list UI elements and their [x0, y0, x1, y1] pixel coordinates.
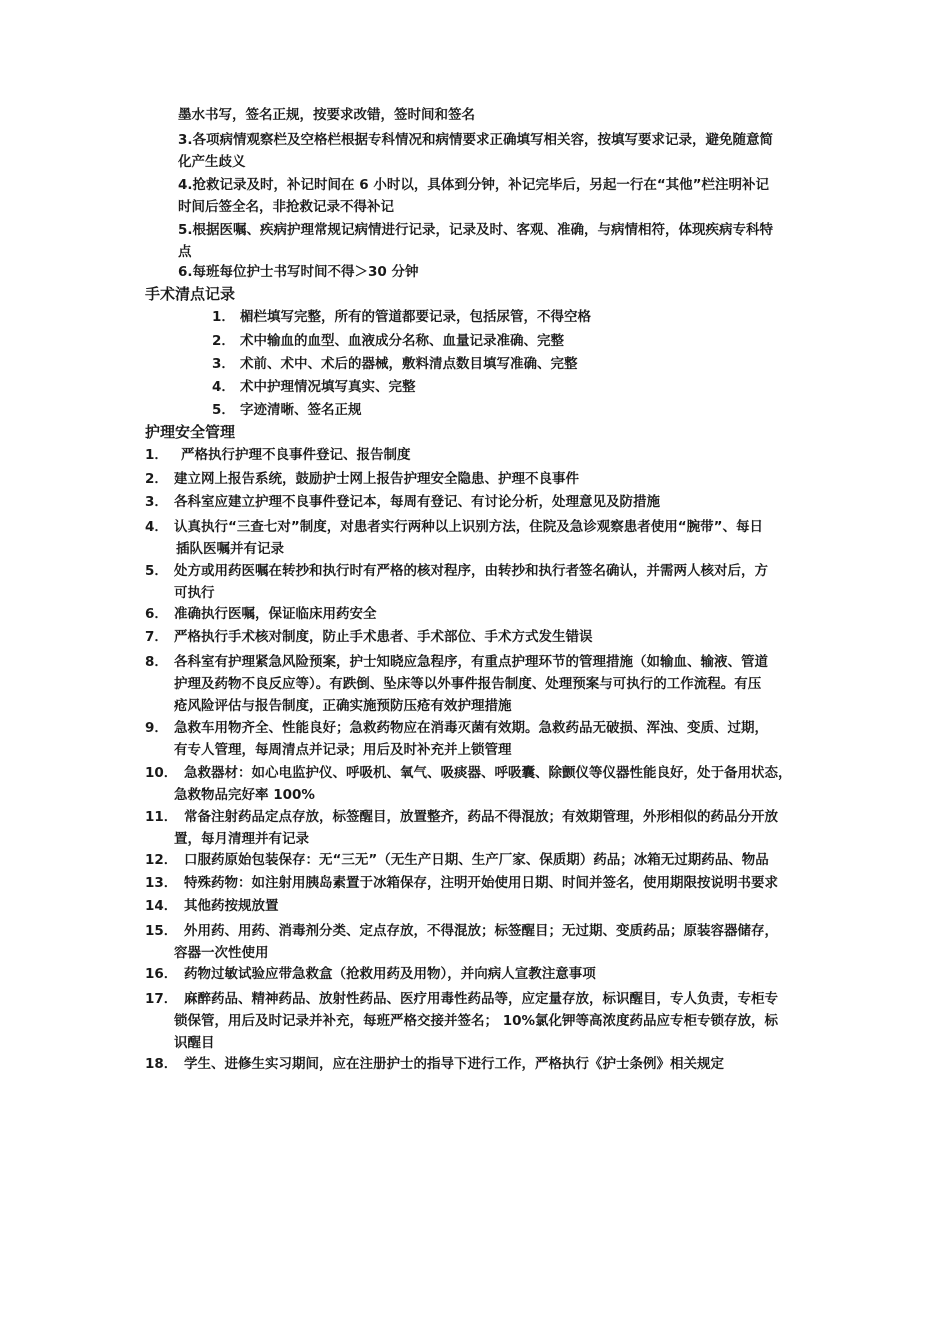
list-number: 18．: [145, 1056, 178, 1072]
list-text: 字迹清晰、签名正规: [240, 402, 362, 418]
list-text: 药物过敏试验应带急救盒（抢救用药及用物），并向病人宣教注意事项: [184, 966, 596, 982]
list-text: 术中输血的血型、血液成分名称、血量记录准确、完整: [240, 333, 564, 349]
list-number: 5．: [212, 402, 235, 418]
list-text: 楣栏填写完整，所有的管道都要记录，包括尿管，不得空格: [240, 309, 591, 325]
list-number: 10．: [145, 765, 178, 781]
top-item-line: 5.根据医嘱、疾病护理常规记病情进行记录，记录及时、客观、准确，与病情相符，体现疾病专科特: [178, 222, 774, 238]
list-text: 常备注射药品定点存放，标签醒目，放置整齐，药品不得混放；有效期管理，外形相似的药品分开放: [184, 809, 778, 825]
list-number: 8．: [145, 654, 168, 670]
list-number: 16．: [145, 966, 178, 982]
list-number: 4．: [145, 519, 168, 535]
list-text: 急救器材：如心电监护仪、呼吸机、氧气、吸痰器、呼吸囊、除颤仪等仪器性能良好，处于备用状态，: [184, 765, 792, 781]
list-text: 各科室应建立护理不良事件登记本，每周有登记、有讨论分析，处理意见及防措施: [174, 494, 660, 510]
list-number: 3．: [212, 356, 235, 372]
list-text: 识醒目: [174, 1035, 215, 1051]
list-text: 急救物品完好率 100%: [174, 787, 315, 803]
list-number: 7．: [145, 629, 168, 645]
list-text: 严格执行手术核对制度，防止手术患者、手术部位、手术方式发生错误: [174, 629, 593, 645]
list-number: 2．: [212, 333, 235, 349]
list-number: 11．: [145, 809, 178, 825]
list-number: 14．: [145, 898, 178, 914]
list-number: 3．: [145, 494, 168, 510]
list-text: 可执行: [174, 585, 215, 601]
list-text: 急救车用物齐全、性能良好；急救药物应在消毒灭菌有效期。急救药品无破损、浑浊、变质、过期，: [174, 720, 768, 736]
list-text: 严格执行护理不良事件登记、报告制度: [181, 447, 411, 463]
top-item-line: 3.各项病情观察栏及空格栏根据专科情况和病情要求正确填写相关容，按填写要求记录，避免随意简: [178, 132, 774, 148]
list-number: 9．: [145, 720, 168, 736]
top-item-line: 墨水书写，签名正规，按要求改错，签时间和签名: [178, 107, 475, 123]
list-item: [212, 330, 564, 352]
list-text: 术前、术中、术后的器械，敷料清点数目填写准确、完整: [240, 356, 578, 372]
list-text: 学生、进修生实习期间，应在注册护士的指导下进行工作，严格执行《护士条例》相关规定: [184, 1056, 724, 1072]
list-text: 各科室有护理紧急风险预案，护士知晓应急程序，有重点护理环节的管理措施（如输血、输液、管道: [174, 654, 768, 670]
list-number: 4．: [212, 379, 235, 395]
list-text: 外用药、用药、消毒剂分类、定点存放，不得混放；标签醒目；无过期、变质药品；原装容器储存，: [184, 923, 778, 939]
list-text: 容器一次性使用: [174, 945, 269, 961]
top-item-line: 6.每班每位护士书写时间不得＞30 分钟: [178, 264, 419, 280]
list-text: 其他药按规放置: [184, 898, 279, 914]
list-text: 建立网上报告系统，鼓励护士网上报告护理安全隐患、护理不良事件: [174, 471, 579, 487]
list-number: 1．: [145, 447, 168, 463]
list-text: 特殊药物：如注射用胰岛素置于冰箱保存，注明开始使用日期、时间并签名，使用期限按说明书要求: [184, 875, 778, 891]
list-number: 1．: [212, 309, 235, 325]
list-text: 护理及药物不良反应等）。有跌倒、坠床等以外事件报告制度、处理预案与可执行的工作流程。有压: [174, 676, 762, 692]
list-number: 12．: [145, 852, 178, 868]
list-text: 锁保管，用后及时记录并补充，每班严格交接并签名； 10%氯化钾等高浓度药品应专柜专锁存放，标: [174, 1013, 779, 1029]
list-text: 术中护理情况填写真实、完整: [240, 379, 416, 395]
list-number: 17．: [145, 991, 178, 1007]
list-text: 认真执行“三查七对”制度，对患者实行两种以上识别方法，住院及急诊观察患者使用“腕带”、每日: [174, 519, 763, 535]
top-item-line: 化产生歧义: [178, 154, 246, 170]
list-item: [212, 399, 362, 421]
list-text: 处方或用药医嘱在转抄和执行时有严格的核对程序，由转抄和执行者签名确认，并需两人核对后，方: [174, 563, 768, 579]
list-number: 13．: [145, 875, 178, 891]
list-text: 置，每月清理并有记录: [174, 831, 309, 847]
list-number: 5．: [145, 563, 168, 579]
list-text: 有专人管理，每周清点并记录；用后及时补充并上锁管理: [174, 742, 512, 758]
list-number: 6．: [145, 606, 168, 622]
list-number: 2．: [145, 471, 168, 487]
top-item-line: 4.抢救记录及时，补记时间在 6 小时以，具体到分钟，补记完毕后，另起一行在“其他”栏注明补记: [178, 177, 770, 193]
top-item-line: 时间后签全名，非抢救记录不得补记: [178, 199, 394, 215]
list-text: 准确执行医嘱，保证临床用药安全: [174, 606, 377, 622]
section-title: 护理安全管理: [145, 423, 236, 441]
top-item-line: 点: [178, 244, 192, 260]
list-number: 15．: [145, 923, 178, 939]
list-text: 插队医嘱并有记录: [176, 541, 284, 557]
list-text: 疮风险评估与报告制度，正确实施预防压疮有效护理措施: [174, 698, 512, 714]
list-text: 麻醉药品、精神药品、放射性药品、医疗用毒性药品等，应定量存放，标识醒目，专人负责，专柜专: [184, 991, 778, 1007]
list-item: [212, 376, 416, 398]
list-text: 口服药原始包装保存：无“三无”（无生产日期、生产厂家、保质期）药品；冰箱无过期药品、物品: [184, 852, 769, 868]
list-item: [212, 306, 591, 328]
list-item: [212, 353, 578, 375]
section-title: 手术清点记录: [145, 285, 236, 303]
